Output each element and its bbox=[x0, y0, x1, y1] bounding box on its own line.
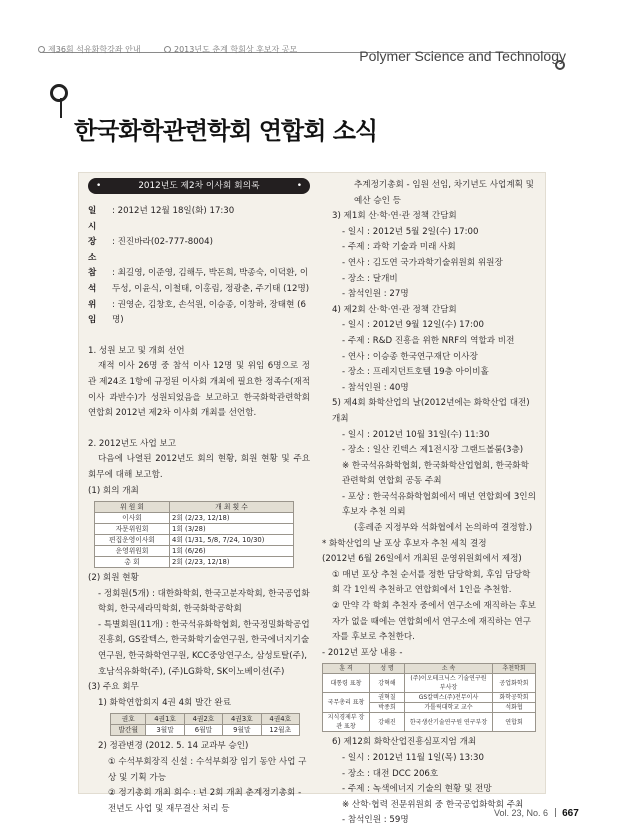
table-cell: 총 회 bbox=[95, 557, 170, 568]
table-row bbox=[111, 725, 300, 736]
award-rule-2: ② 만약 각 학회 추천자 중에서 연구소에 재직하는 후보자가 없을 때에는 연합회에서 연구소에 재직하는 연구자를 후보로 추천한다. bbox=[332, 601, 536, 643]
forum-2-title: 4) 제2회 산·학·연·관 정책 간담회 bbox=[332, 304, 457, 315]
table-cell: 자문위원회 bbox=[95, 524, 170, 535]
section-1-title: 1. 성원 보고 및 개회 선언 bbox=[88, 345, 185, 356]
symposium-note: ※ 산학·협력 전문위원회 중 한국공업화학회 주최 bbox=[342, 799, 524, 810]
title-ornament-line bbox=[60, 98, 62, 118]
section-2-body: 다음에 나열된 2012년도 회의 현황, 회원 현황 및 주요 회무에 대해 보고함. bbox=[88, 454, 310, 480]
table-cell: 지식경제부 장관 표창 bbox=[323, 713, 370, 732]
table-cell: 국무총리 표창 bbox=[323, 693, 370, 713]
members-title: (2) 회원 현황 bbox=[88, 573, 139, 584]
footer-divider bbox=[555, 808, 556, 817]
circle-bullet-icon bbox=[38, 46, 45, 53]
info-key: 일 시 bbox=[88, 206, 100, 232]
table-cell: 2회 (2/23, 12/18) bbox=[170, 557, 294, 568]
award-rule-title: * 화학산업의 날 포상 후보자 추천 세칙 결정 bbox=[322, 538, 487, 549]
list-item: - 참석인원 : 59명 bbox=[342, 815, 409, 826]
table-cell: 강해진 bbox=[370, 713, 405, 732]
affairs-item-2b: ② 정기총회 개최 회수 : 년 2회 개최 춘계정기총회 - 전년도 사업 및 재무결산 처리 등 bbox=[108, 788, 302, 814]
table-cell: 12월초 bbox=[261, 725, 299, 736]
list-item: - 참석인원 : 27명 bbox=[342, 289, 409, 300]
table-row bbox=[95, 557, 294, 568]
right-column bbox=[322, 178, 536, 829]
award-rule-1: ① 매년 포상 추천 순서를 정한 담당학회, 후임 담당학회 각 1인씩 추천하고 연합회에서 1인을 추천함. bbox=[332, 569, 531, 596]
info-value: : 최길영, 이준영, 김해두, 박돈희, 박종숙, 이덕환, 이두성, 이윤식, 이철태, 이홍림, 정광춘, 주기태 (12명) bbox=[112, 268, 310, 294]
list-item: - 주제 : 녹색에너지 기술의 현황 및 전망 bbox=[342, 784, 492, 795]
left-column bbox=[88, 178, 310, 817]
award-rule-subtitle: (2012년 6월 26일에서 개최된 운영위원회에서 제정) bbox=[322, 554, 522, 565]
industry-day-award-note: (홍레준 지정부와 석화협에서 논의하여 결정함.) bbox=[354, 523, 533, 534]
list-item: - 참석인원 : 40명 bbox=[342, 382, 409, 393]
award-list-title: - 2012년 포상 내용 - bbox=[322, 647, 403, 658]
members-regular: - 정회원(5개) : 대한화학회, 한국고분자학회, 한국공업화학회, 한국세라믹학회, 한국화학공학회 bbox=[98, 588, 310, 615]
table-cell: 화학공학회 bbox=[493, 693, 536, 703]
table-header: 4권1호 bbox=[146, 714, 184, 725]
circle-bullet-icon bbox=[164, 46, 171, 53]
list-item: - 일시 : 2012년 9월 12일(수) 17:00 bbox=[342, 320, 484, 331]
table-header: 추천학회 bbox=[493, 664, 536, 674]
table-cell: 편집운영이사회 bbox=[95, 535, 170, 546]
table-cell: 대통령 표창 bbox=[323, 674, 370, 693]
list-item: - 일시 : 2012년 11월 1일(목) 13:30 bbox=[342, 753, 484, 763]
symposium-title: 6) 제12회 화학산업진흥심포지엄 개최 bbox=[332, 737, 477, 748]
affairs-item-2a: ① 수석부회장직 신설 : 수석부회장 임기 동안 사업 구상 및 기획 가능 bbox=[108, 757, 307, 783]
info-value: : 권영순, 김창호, 손석원, 이승종, 이창하, 장태현 (6명) bbox=[112, 299, 306, 326]
meeting-heading: • 2012년도 제2차 이사회 회의록 • bbox=[88, 178, 310, 194]
table-header: 4권4호 bbox=[261, 714, 299, 725]
industry-day-note: ※ 한국석유화학협회, 한국화학산업협회, 한국화학관련학회 연합회 공동 주최 bbox=[342, 460, 529, 487]
forum-1-title: 3) 제1회 산·학·연·관 정책 간담회 bbox=[332, 211, 457, 222]
list-item: - 장소 : 달개비 bbox=[342, 273, 398, 284]
volume-info: Vol. 23, No. 6 bbox=[494, 808, 549, 818]
info-value: : 2012년 12월 18일(화) 17:30 bbox=[112, 206, 235, 216]
table-header: 개 최 횟 수 bbox=[170, 502, 294, 513]
table-row bbox=[323, 693, 536, 703]
list-item: - 연사 : 이승종 한국연구재단 이사장 bbox=[342, 351, 478, 362]
table-header: 권호 bbox=[111, 714, 146, 725]
industry-day-award: - 포상 : 한국석유화학협회에서 매년 연합회에 3인의 후보자 추천 의뢰 bbox=[342, 491, 536, 518]
table-cell: 박종희 bbox=[370, 703, 405, 713]
ring-ornament-icon bbox=[555, 60, 565, 70]
table-cell: (주)이오테크닉스 기술연구원 부사장 bbox=[405, 674, 493, 693]
section-2-title: 2. 2012년도 사업 보고 bbox=[88, 438, 177, 449]
table-cell: 이사회 bbox=[95, 513, 170, 524]
header-tab-award[interactable]: 2013년도 춘계 학회상 후보자 공모 bbox=[174, 45, 298, 54]
list-item: - 주제 : R&D 진흥을 위한 NRF의 역할과 비전 bbox=[342, 335, 515, 346]
affairs-item-2: 2) 정관변경 (2012. 5. 14 교과부 승인) bbox=[98, 741, 249, 752]
info-row-date bbox=[88, 204, 310, 235]
meetings-table bbox=[94, 501, 294, 568]
affairs-item-1: 1) 화학연합회지 4권 4회 발간 완료 bbox=[98, 697, 232, 708]
table-row bbox=[95, 535, 294, 546]
list-item: - 장소 : 일산 킨텍스 제1전시장 그랜드볼룸(3층) bbox=[342, 445, 524, 456]
list-item: - 주제 : 과학 기술과 미래 사회 bbox=[342, 242, 456, 253]
table-header: 위 원 회 bbox=[95, 502, 170, 513]
list-item: - 일시 : 2012년 5월 2일(수) 17:00 bbox=[342, 226, 479, 237]
table-row bbox=[95, 524, 294, 535]
award-table bbox=[322, 663, 536, 732]
table-cell: 운영위원회 bbox=[95, 546, 170, 557]
info-key: 장 소 bbox=[88, 237, 100, 263]
list-item: - 장소 : 프레지던트호텔 19층 아이비홀 bbox=[342, 367, 489, 378]
table-cell: 가톨릭대학교 교수 bbox=[405, 703, 493, 713]
table-cell: 한국생산기술연구원 연구부장 bbox=[405, 713, 493, 732]
table-cell: 공업화학회 bbox=[493, 674, 536, 693]
table-cell: 4회 (1/31, 5/8, 7/24, 10/30) bbox=[170, 535, 294, 546]
continued-text: 추계정기총회 - 임원 선임, 차기년도 사업계획 및 예산 승인 등 bbox=[354, 180, 534, 206]
info-value: : 진진바라(02-777-8004) bbox=[112, 237, 213, 248]
info-key: 참 석 bbox=[88, 268, 100, 294]
list-item: - 장소 : 대전 DCC 206호 bbox=[342, 768, 439, 779]
list-item: - 연사 : 김도연 국가과학기술위원회 위원장 bbox=[342, 257, 503, 268]
info-row-proxies bbox=[88, 298, 310, 329]
table-cell: 강혁해 bbox=[370, 674, 405, 693]
table-header: 4권2호 bbox=[184, 714, 222, 725]
table-row bbox=[95, 513, 294, 524]
table-header: 훈 격 bbox=[323, 664, 370, 674]
page-title: 한국화학관련학회 연합회 소식 bbox=[74, 116, 378, 145]
table-cell: 연합회 bbox=[493, 713, 536, 732]
table-row bbox=[323, 674, 536, 693]
table-header: 성 명 bbox=[370, 664, 405, 674]
table-header: 소 속 bbox=[405, 664, 493, 674]
table-cell: 1회 (6/26) bbox=[170, 546, 294, 557]
meetings-title: (1) 회의 개최 bbox=[88, 485, 139, 496]
table-row bbox=[95, 546, 294, 557]
table-cell: 2회 (2/23, 12/18) bbox=[170, 513, 294, 524]
table-header: 4권3호 bbox=[223, 714, 261, 725]
info-key: 위 임 bbox=[88, 299, 100, 326]
table-cell: 6월말 bbox=[184, 725, 222, 736]
page-number: 667 bbox=[562, 808, 579, 819]
ring-ornament-icon bbox=[50, 84, 68, 102]
list-item: - 일시 : 2012년 10월 31일(수) 11:30 bbox=[342, 429, 490, 440]
issues-table bbox=[110, 713, 300, 736]
industry-day-title: 5) 제4회 화학산업의 날(2012년에는 화학산업 대전) 개최 bbox=[332, 398, 530, 424]
header-tab-seminar[interactable]: 제36회 석유화학강좌 안내 bbox=[48, 45, 141, 54]
journal-name: Polymer Science and Technology bbox=[359, 48, 566, 64]
page-footer bbox=[494, 808, 579, 819]
info-row-attendees bbox=[88, 266, 310, 297]
info-row-place bbox=[88, 235, 310, 266]
table-cell: GS칼텍스(주)전무이사 bbox=[405, 693, 493, 703]
table-cell: 석화협 bbox=[493, 703, 536, 713]
affairs-title: (3) 주요 회무 bbox=[88, 682, 139, 693]
section-1-body: 재적 이사 26명 중 참석 이사 12명 및 위임 6명으로 정관 제24조 1항에 규정된 이사회 개최에 필요한 정족수(재적 이사 과반수)가 성원되었음을 보고하고 한국화학관련학회 연합회 2012년 제2차 이사회 개최를 선언함. bbox=[88, 361, 310, 419]
members-special: - 특별회원(11개) : 한국석유화학협회, 한국정밀화학공업진흥회, GS칼텍스, 한국화학기술연구원, 한국에너지기술연구원, 한국화학연구원, KCC중앙연구소, 삼성토탈(주), 호남석유화학(주), (주)LG화학, SK이노베이션(주) bbox=[98, 619, 310, 677]
table-row bbox=[323, 713, 536, 732]
table-cell: 1회 (3/28) bbox=[170, 524, 294, 535]
table-cell: 9월말 bbox=[223, 725, 261, 736]
table-cell: 권혁칠 bbox=[370, 693, 405, 703]
table-row-label: 발간월 bbox=[111, 725, 146, 736]
table-cell: 3월말 bbox=[146, 725, 184, 736]
